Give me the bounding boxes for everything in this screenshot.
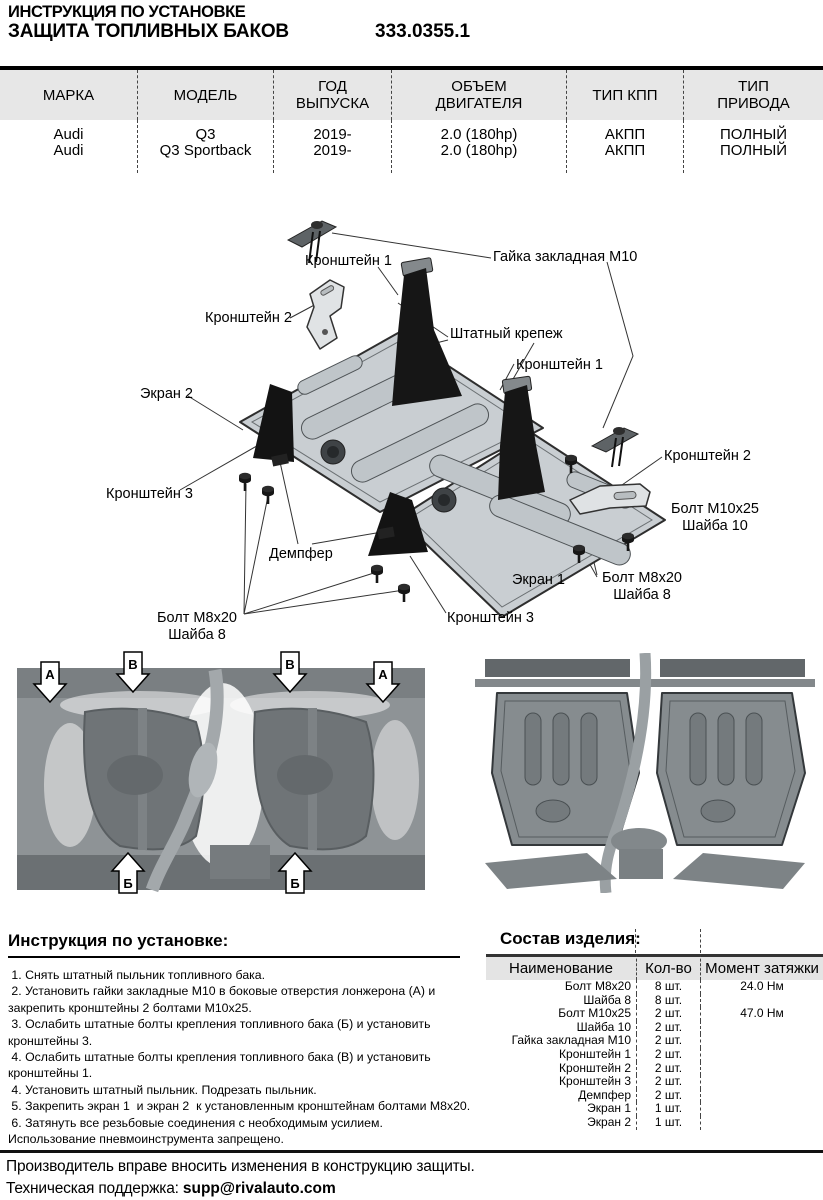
components-header — [486, 954, 823, 980]
instructions-section — [8, 931, 482, 1147]
rivet-nut-part-right — [592, 427, 638, 467]
components-section — [486, 929, 823, 1130]
column-header: ГОД ВЫПУСКА — [274, 70, 392, 120]
table-row: Шайба 8 8 шт. — [486, 994, 823, 1008]
instruction-step: 4. Ослабить штатные болты крепления топливного бака (В) и установить кронштейны 1. — [8, 1050, 435, 1081]
table-row: Болт М10х25 2 шт. 47.0 Нм — [486, 1007, 823, 1021]
callout-damper: Демпфер — [269, 546, 333, 562]
support-label: Техническая поддержка: — [6, 1180, 183, 1197]
marker-letter-v: В — [128, 657, 138, 672]
table-row: Экран 2 1 шт. — [486, 1116, 823, 1130]
table-row: Демпфер 2 шт. — [486, 1089, 823, 1103]
marker-letter-a: А — [45, 667, 55, 682]
instructions-title: Инструкция по установке: — [8, 931, 460, 958]
callout-bracket-3-bottom: Кронштейн 3 — [447, 610, 534, 626]
column-header: МОДЕЛЬ — [138, 70, 274, 120]
photo-underbody-locations — [10, 650, 435, 895]
instruction-step: 6. Затянуть все резьбовые соединения с необходимым усилием. — [8, 1115, 383, 1130]
callout-rivet-nut-m10: Гайка закладная М10 — [493, 249, 638, 265]
exploded-view-diagram — [0, 200, 823, 655]
callout-bracket-1: Кронштейн 1 — [305, 253, 392, 269]
instruction-step: 2. Установить гайки закладные М10 в боковые отверстия лонжерона (А) и закрепить кронштейны 2 болтами М10х25. — [8, 984, 439, 1015]
vehicle-table — [0, 66, 823, 173]
part-number: 333.0355.1 — [375, 21, 471, 42]
column-header: ОБЪЕМ ДВИГАТЕЛЯ — [392, 70, 567, 120]
vehicle-table-header — [0, 70, 823, 120]
footer-support — [6, 1180, 336, 1198]
callout-factory-fasteners: Штатный крепеж — [450, 326, 563, 342]
instruction-note: Использование пневмоинструмента запрещено. — [8, 1132, 284, 1147]
footer-divider — [0, 1150, 823, 1153]
table-row: Шайба 10 2 шт. — [486, 1021, 823, 1035]
table-row: Экран 1 1 шт. — [486, 1102, 823, 1116]
components-title: Состав изделия: — [500, 929, 641, 948]
table-row: Гайка закладная М10 2 шт. — [486, 1034, 823, 1048]
table-cell-col: 2.0 (180hp) 2.0 (180hp) — [392, 120, 567, 173]
callout-bracket-2: Кронштейн 2 — [205, 310, 292, 326]
column-header: Наименование — [486, 954, 636, 980]
column-header: Кол-во — [636, 954, 700, 980]
callout-bracket-1-right: Кронштейн 1 — [516, 357, 603, 373]
marker-letter-v: В — [285, 657, 295, 672]
table-cell-col: 2019- 2019- — [274, 120, 392, 173]
marker-letter-b: Б — [290, 876, 300, 891]
marker-letter-a: А — [378, 667, 388, 682]
photo-installed-view — [467, 653, 823, 893]
bracket-2-left — [307, 280, 344, 349]
callout-screen-1: Экран 1 — [512, 572, 565, 588]
instruction-step: 5. Закрепить экран 1 и экран 2 к установленным кронштейнам болтами М8х20. — [8, 1099, 471, 1114]
callout-bolt-m8x20-left: Болт М8х20 Шайба 8 — [157, 610, 237, 643]
table-cell-col: Q3 Q3 Sportback — [138, 120, 274, 173]
callout-screen-2: Экран 2 — [140, 386, 193, 402]
support-email: supp@rivalauto.com — [182, 1180, 336, 1197]
table-row: Кронштейн 2 2 шт. — [486, 1062, 823, 1076]
column-header: ТИП КПП — [567, 70, 684, 120]
table-cell-col: ПОЛНЫЙ ПОЛНЫЙ — [719, 126, 788, 159]
instruction-step: 4. Установить штатный пыльник. Подрезать пыльник. — [8, 1082, 317, 1097]
callout-bracket-3-left: Кронштейн 3 — [106, 486, 193, 502]
vehicle-table-body — [0, 120, 823, 173]
callout-bolt-m10x25: Болт М10х25 Шайба 10 — [671, 501, 759, 534]
table-row: Кронштейн 3 2 шт. — [486, 1075, 823, 1089]
column-header: МАРКА — [0, 70, 138, 120]
callout-bracket-2-right: Кронштейн 2 — [664, 448, 751, 464]
column-header: Момент затяжки — [700, 954, 823, 980]
instruction-step: 1. Снять штатный пыльник топливного бака. — [8, 968, 266, 982]
table-row: Кронштейн 1 2 шт. — [486, 1048, 823, 1062]
column-header: ТИП ПРИВОДА — [684, 70, 823, 120]
marker-letter-b: Б — [123, 876, 133, 891]
callout-bolt-m8x20-right: Болт М8х20 Шайба 8 — [602, 570, 682, 603]
table-cell-col: АКПП АКПП — [567, 120, 684, 173]
instructions-steps — [8, 967, 482, 1147]
instruction-step: 3. Ослабить штатные болты крепления топливного бака (Б) и установить кронштейны 3. — [8, 1017, 434, 1048]
table-row: Болт М8х20 8 шт. 24.0 Нм — [486, 980, 823, 994]
doc-type: ИНСТРУКЦИЯ ПО УСТАНОВКЕ — [8, 3, 246, 21]
page-title: ЗАЩИТА ТОПЛИВНЫХ БАКОВ — [8, 21, 289, 42]
table-cell-col: Audi Audi — [0, 120, 138, 173]
footer-disclaimer: Производитель вправе вносить изменения в конструкцию защиты. — [6, 1158, 475, 1175]
